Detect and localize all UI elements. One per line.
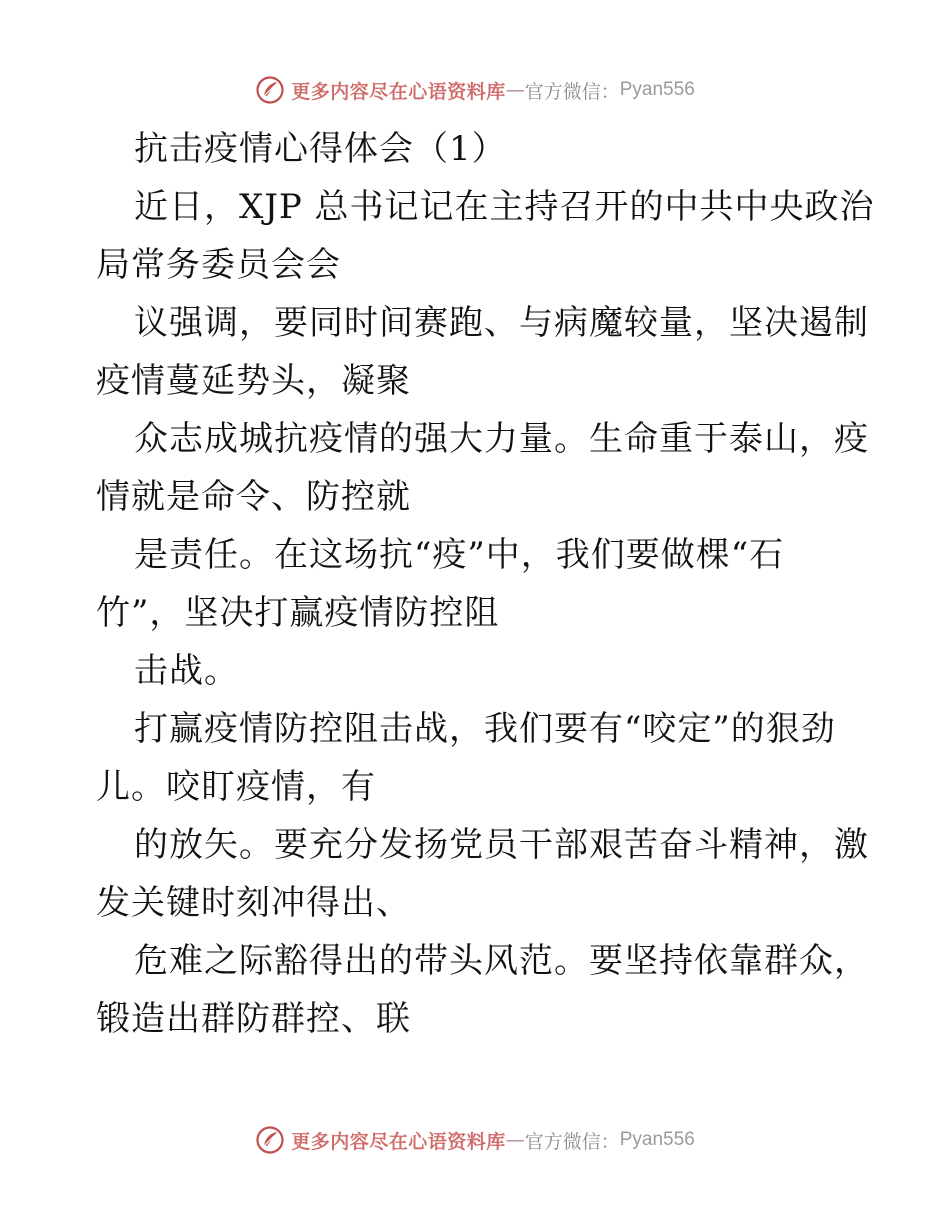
watermark-label: 官方微信： bbox=[524, 1130, 620, 1153]
watermark-label: 官方微信： bbox=[524, 80, 620, 103]
text-line: 局常务委员会会 bbox=[96, 245, 341, 285]
text-line: 疫情蔓延势头，凝聚 bbox=[96, 361, 411, 401]
document-body bbox=[96, 120, 875, 1048]
text-line: 是责任。在这场抗“疫”中，我们要做棵“石 bbox=[134, 535, 785, 575]
text-line: 发关键时刻冲得出、 bbox=[96, 883, 411, 923]
text-line: 危难之际豁得出的带头风范。要坚持依靠群众， bbox=[134, 941, 869, 981]
watermark-brand: 更多内容尽在心语资料库 bbox=[291, 80, 506, 103]
header-watermark bbox=[0, 72, 950, 108]
text-line: 议强调，要同时间赛跑、与病魔较量，坚决遏制 bbox=[134, 303, 869, 343]
footer-watermark bbox=[0, 1122, 950, 1158]
text-line: 情就是命令、防控就 bbox=[96, 477, 411, 517]
text-line: 竹”，坚决打赢疫情防控阻 bbox=[96, 593, 500, 633]
red-seal-logo-icon bbox=[255, 75, 285, 105]
text-line: 锻造出群防群控、联 bbox=[96, 999, 411, 1039]
text-line: 抗击疫情心得体会（1） bbox=[134, 129, 507, 169]
watermark-brand: 更多内容尽在心语资料库 bbox=[291, 1130, 506, 1153]
text-line: 打赢疫情防控阻击战，我们要有“咬定”的狠劲 bbox=[134, 709, 836, 749]
text-line: 击战。 bbox=[134, 651, 239, 691]
text-line: 近日，XJP 总书记记在主持召开的中共中央政治 bbox=[134, 187, 875, 227]
red-seal-logo-icon bbox=[255, 1125, 285, 1155]
watermark-separator: — bbox=[505, 1129, 525, 1151]
text-line: 儿。咬盯疫情，有 bbox=[96, 767, 376, 807]
text-line: 的放矢。要充分发扬党员干部艰苦奋斗精神，激 bbox=[134, 825, 869, 865]
watermark-wechat-id: Pyan556 bbox=[619, 79, 695, 100]
watermark-wechat-id: Pyan556 bbox=[619, 1129, 695, 1150]
watermark-separator: — bbox=[505, 79, 525, 101]
text-line: 众志成城抗疫情的强大力量。生命重于泰山，疫 bbox=[134, 419, 869, 459]
